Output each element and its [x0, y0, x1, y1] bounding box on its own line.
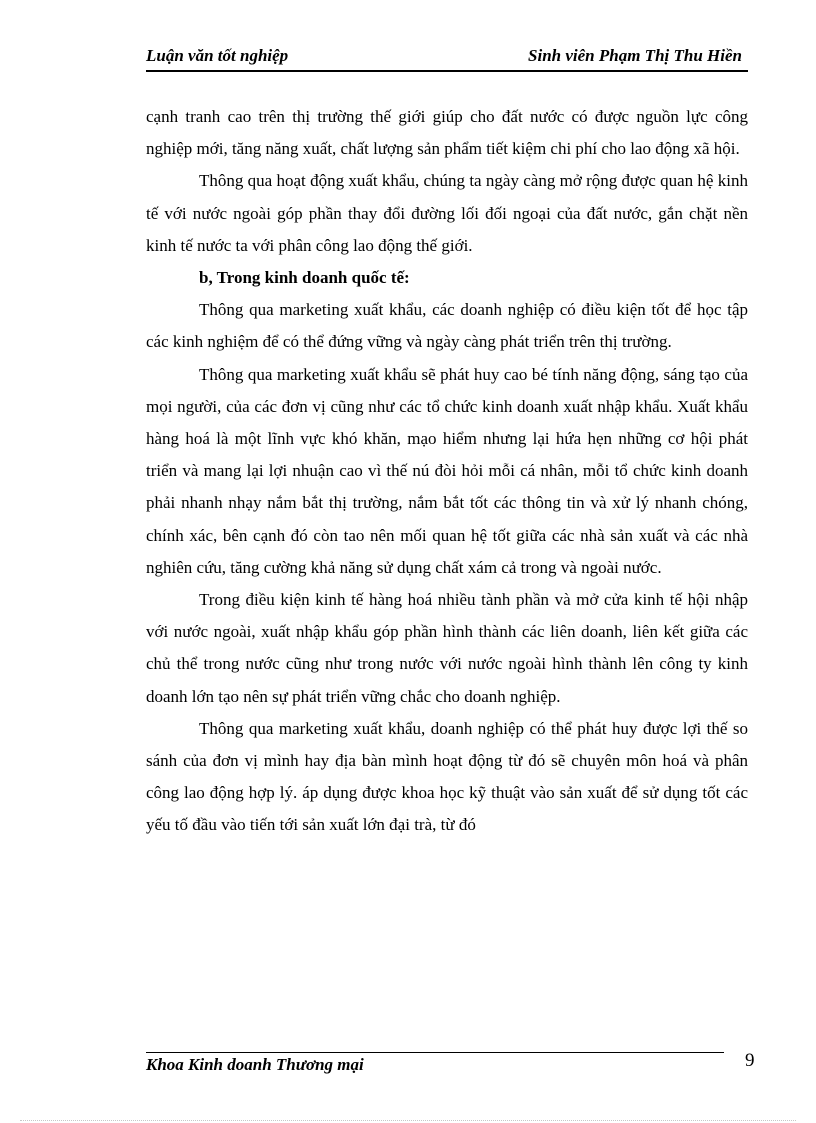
paragraph: Thông qua hoạt động xuất khẩu, chúng ta ngày càng mở rộng được quan hệ kinh tế với nước ngoài góp phần thay đổi đường lối đối ngoại của đất nước, gắn chặt nền kinh tế nước ta với phân công lao động thế giới. — [146, 171, 748, 255]
paragraph-continuation: cạnh tranh cao trên thị trường thế giới giúp cho đất nước có được nguồn lực công nghiệp mới, tăng năng xuất, chất lượng sản phẩm tiết kiệm chi phí cho lao động xã hội. — [146, 107, 748, 159]
header-author: Sinh viên Phạm Thị Thu Hiền — [528, 46, 742, 65]
header-thesis-title: Luận văn tốt nghiệp — [146, 46, 289, 65]
paragraph: Thông qua marketing xuất khẩu, doanh nghiệp có thể phát huy được lợi thế so sánh của đơn vị mình hay địa bàn mình hoạt động từ đó sẽ chuyên môn hoá và phân công lao động hợp lý. áp dụng được khoa học kỹ thuật vào sản xuất để sử dụng tốt các yếu tố đầu vào tiến tới sản xuất lớn đại trà, từ đó — [146, 718, 748, 835]
paragraph: Thông qua marketing xuất khẩu, các doanh nghiệp có điều kiện tốt để học tập các kinh nghiệm để có thể đứng vững và ngày càng phát triển trên thị trường. — [146, 300, 748, 352]
page-header — [146, 44, 748, 72]
paragraph: Trong điều kiện kinh tế hàng hoá nhiều tành phần và mở cửa kinh tế hội nhập với nước ngoài, xuất nhập khẩu góp phần hình thành các liên doanh, liên kết giữa các chủ thể trong nước cũng như trong nước với nước ngoài hình thành lên công ty kinh doanh lớn tạo nên sự phát triển vững chắc cho doanh nghiệp. — [146, 590, 748, 706]
body-text — [146, 101, 748, 842]
footer-faculty: Khoa Kinh doanh Thương mại — [146, 1055, 364, 1074]
footer-divider — [146, 1052, 724, 1053]
page-number: 9 — [745, 1050, 755, 1071]
page-bottom-edge — [20, 1120, 796, 1121]
paragraph: Thông qua marketing xuất khẩu sẽ phát huy cao bé tính năng động, sáng tạo của mọi người, của các đơn vị cũng như các tổ chức kinh doanh xuất nhập khẩu. Xuất khẩu hàng hoá là một lĩnh vực khó khăn, mạo hiểm nhưng lại hứa hẹn những cơ hội phát triển và mang lại lợi nhuận cao vì thế nú đòi hỏi mỗi cá nhân, mỗi tổ chức kinh doanh phải nhanh nhạy nắm bắt thị trường, nắm bắt tốt các thông tin và xử lý nhanh chóng, chính xác, bên cạnh đó còn tao nên mối quan hệ tốt giữa các nhà sản xuất và các nhà nghiên cứu, tăng cường khả năng sử dụng chất xám cả trong và ngoài nước. — [146, 364, 748, 577]
section-subheading: b, Trong kinh doanh quốc tế: — [199, 268, 410, 288]
